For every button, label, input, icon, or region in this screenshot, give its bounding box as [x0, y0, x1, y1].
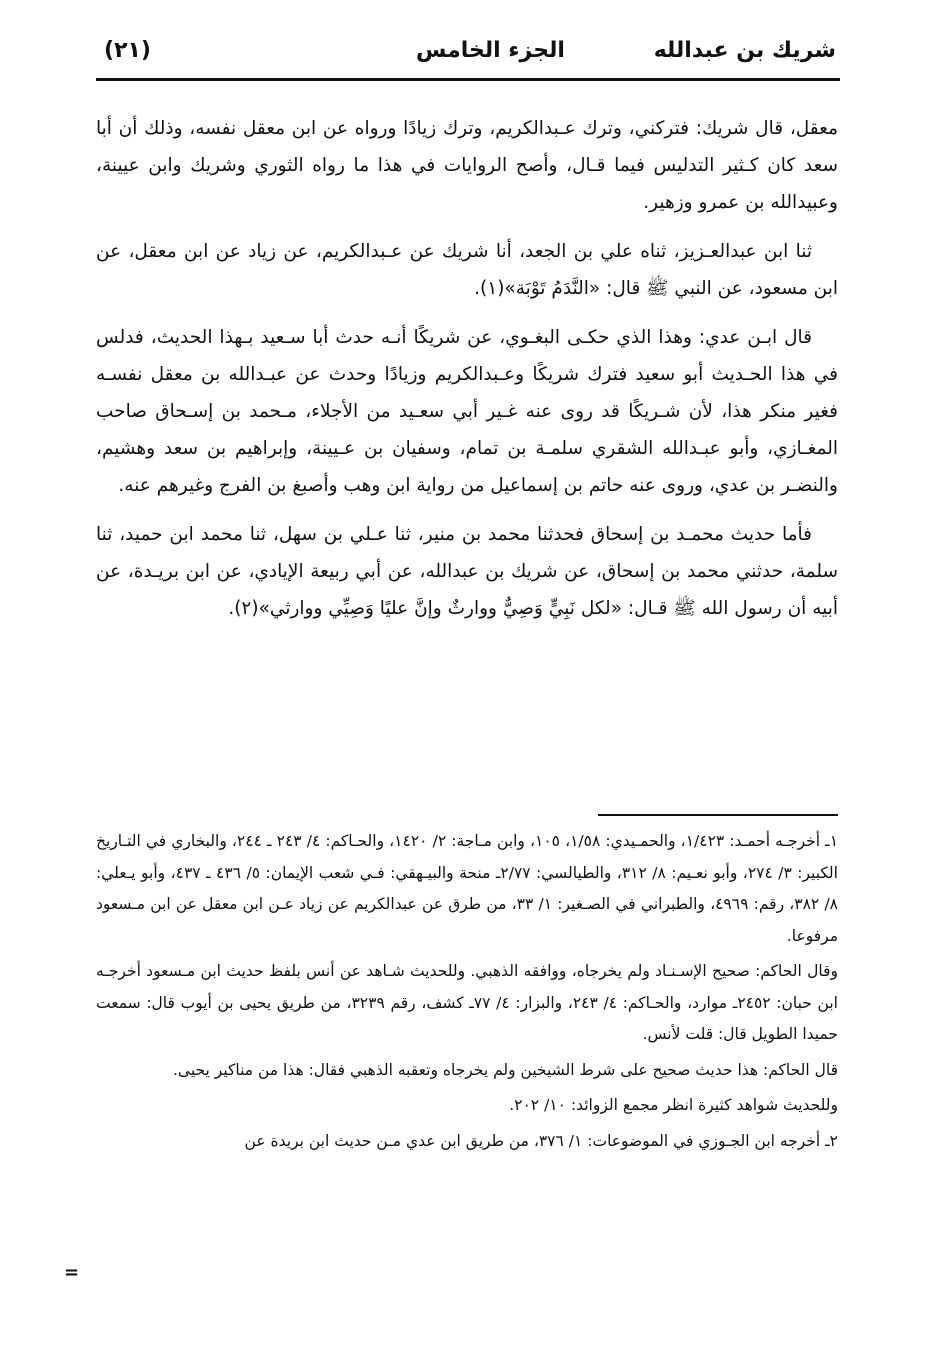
paragraph: قال ابـن عدي: وهذا الذي حكـى البغـوي، عن شريكًا أنـه حدث أبا سـعيد بـهذا الحديث، فدلس في هذا الحـديث أبو سعيد فترك شريكًا وعـبدالكريم وزيادًا وحدث عن عبـدالله بن معقل نفسـه فغير منكر هذا، لأن شـريكًا قد روى عنه غـير أبي سعـيد من الأجلاء، مـحمد بن إسـحاق صاحب المغـازي، وأبو عبـدالله الشقري سلمـة بن تمام، وسفيان بن عـيينة، وإبراهيم بن سعد وهشيم، والنضـر بن عدي، وروى عنه حاتم بن إسماعيل من رواية ابن وهب وأصبغ بن الفرج وغيرهم عنه.: [96, 327, 838, 496]
continuation-mark: =: [64, 1262, 80, 1283]
footnote: ٢ـ أخرجه ابن الجـوزي في الموضوعات: ١/ ٣٧٦، من طريق ابن عدي مـن حديث ابن بريدة عن: [244, 1131, 838, 1150]
footnote: وقال الحاكم: صحيح الإسـنـاد ولم يخرجاه، ووافقه الذهبي. وللحديث شـاهد عن أنس بلفظ حديث ابن مـسعود أخرجـه ابن حبان: ٢٤٥٢ـ موارد، والحـاكم: ٤/ ٢٤٣، والبزار: ٤/ ٧٧ـ كشف، رقم ٣٢٣٩، من طريق يحيى بن أيوب قال: سمعت حميدا الطويل قال: قلت لأنس.: [96, 962, 838, 1043]
paragraph: فأما حديث محمـد بن إسحاق فحدثنا محمد بن منير، ثنا عـلي بن سهل، ثنا محمد ابن حميد، ثنا سلمة، حدثني محمد بن إسحاق، عن شريك بن عبدالله، عن أبي ربيعة الإيادي، عن ابن بريـدة، عن أبيه أن رسول الله ﷺ قـال: «لكل نَبِيٍّ وَصِيٌّ ووارثٌ وإنَّ عليًا وَصِيِّي ووارثي»(٢).: [96, 524, 838, 619]
footnotes: [96, 826, 838, 1161]
running-header-part: الجزء الخامس: [416, 38, 565, 63]
main-text: [96, 110, 838, 639]
page-number: (٢١): [104, 38, 151, 63]
footnote: قال الحاكم: هذا حديث صحيح على شرط الشيخين ولم يخرجاه وتعقبه الذهبي فقال: هذا من مناكير يحيى.: [173, 1060, 838, 1079]
running-header-author: شريك بن عبدالله: [653, 38, 836, 63]
paragraph: ثنا ابن عبدالعـزيز، ثناه علي بن الجعد، أنا شريك عن عـبدالكريم، عن زياد عن ابن معقل، عن ابن مسعود، عن النبي ﷺ قال: «النَّدَمُ تَوْبَة»(١).: [96, 241, 838, 299]
footnote-rule: [598, 814, 838, 816]
footnote: وللحديث شواهد كثيرة انظر مجمع الزوائد: ١٠/ ٢٠٢.: [509, 1096, 838, 1114]
page-header: [96, 36, 836, 76]
footnote: ١ـ أخرجـه أحمـد: ١/٤٢٣، والحمـيدي: ١/٥٨، ١٠٥، وابن مـاجة: ٢/ ١٤٢٠، والحـاكم: ٤/ ٢٤٣ ـ ٢٤٤، والبخاري في التـاريخ الكبير: ٣/ ٢٧٤، وأبو نعـيم: ٨/ ٣١٢، والطيالسي: ٢/٧٧ـ منحة والبيـهقي: فـي شعب الإيمان: ٥/ ٤٣٦ ـ ٤٣٧، وأبو يـعلي: ٨/ ٣٨٢، رقم: ٤٩٦٩، والطبراني في الصـغير: ١/ ٣٣، من طرق عن عبدالكريم عن زياد عـن ابن معقل عن ابن مـسعود مرفوعا.: [96, 832, 839, 945]
paragraph: معقل، قال شريك: فتركني، وترك عـبدالكريم، وترك زيادًا ورواه عن ابن معقل نفسه، وذلك أن أبا سعد كان كـثير التدليس فيما قـال، وأصح الروايات في هذا ما رواه الثوري وشريك وابن عيينة، وعبيدالله بن عمرو وزهير.: [96, 118, 838, 213]
header-rule: [96, 78, 840, 81]
